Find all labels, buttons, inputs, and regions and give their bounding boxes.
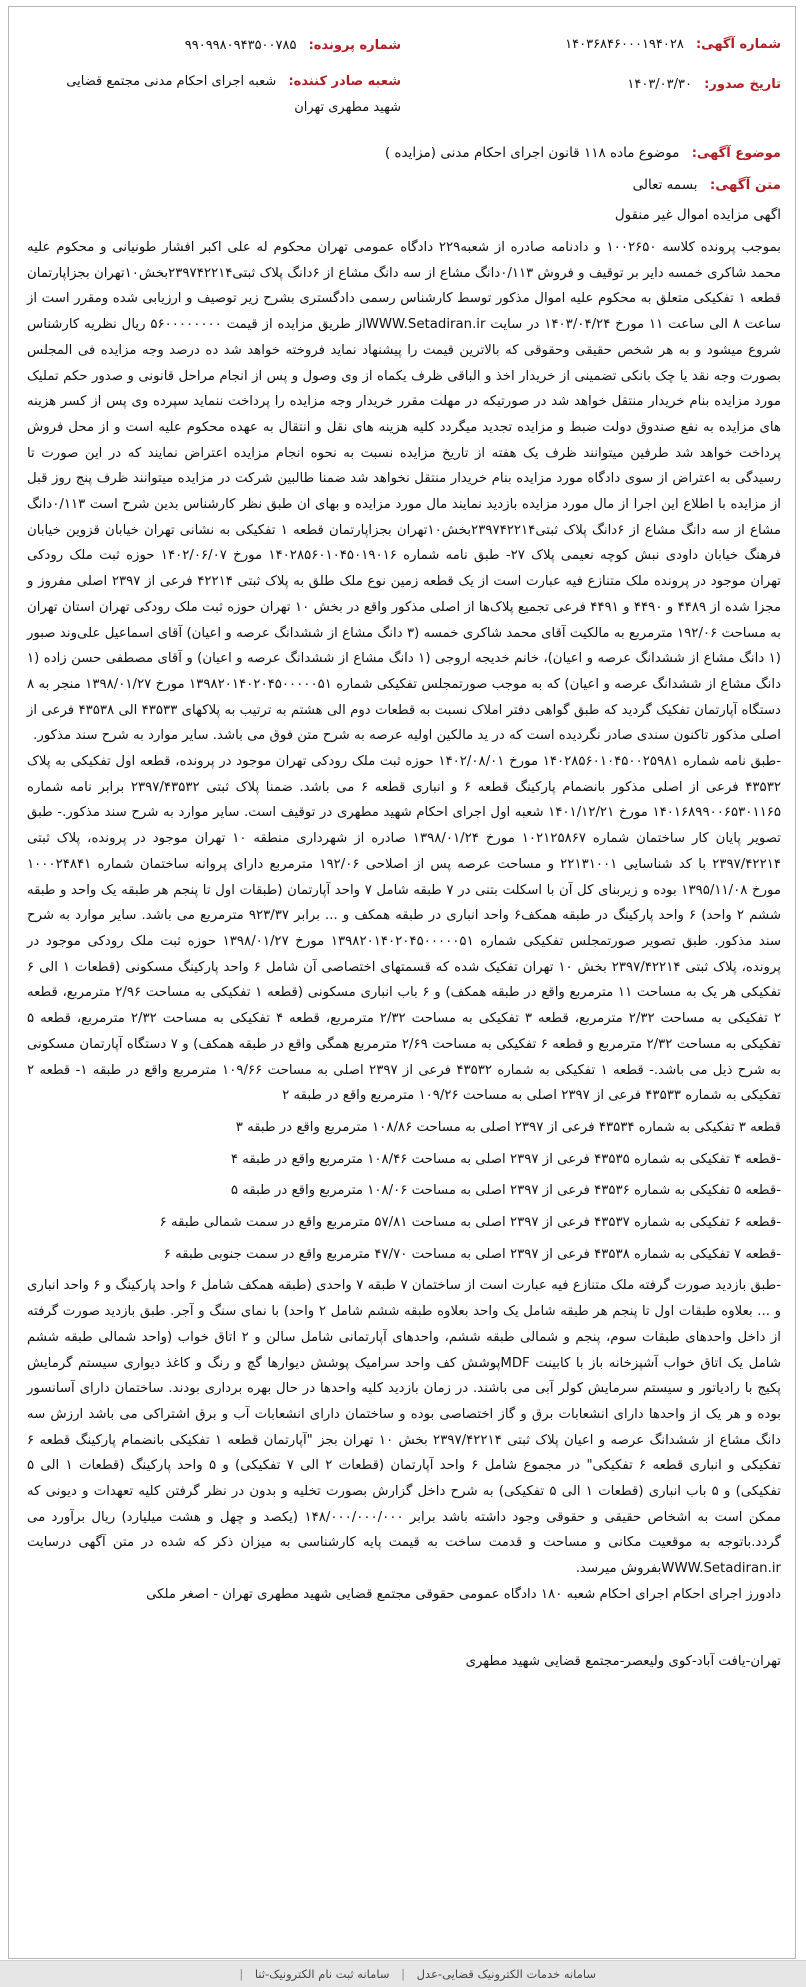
issuer-value: شعبه اجرای احکام مدنی مجتمع قضایی شهید مطهری تهران <box>66 74 401 115</box>
ad-number-label: شماره آگهی: <box>695 37 781 52</box>
meta-row-bottom <box>27 71 781 115</box>
issuer-label: شعبه صادر کننده: <box>288 74 401 89</box>
case-number-value: ۹۹۰۹۹۸۰۹۴۳۵۰۰۷۸۵ <box>184 38 297 53</box>
footer-bar <box>0 1960 806 1987</box>
unit-item: -قطعه ۵ تفکیکی به شماره ۴۳۵۳۶ فرعی از ۲۳۹۷ اصلی به مساحت ۱۰۸/۰۶ مترمربع واقع در طبقه ۵ <box>230 1183 781 1199</box>
ad-text <box>27 177 781 193</box>
body-paragraph-1: بموجب پرونده کلاسه ۱۰۰۲۶۵۰ و دادنامه صادره از شعبه۲۲۹ دادگاه عمومی تهران محکوم له علی اکبر افشار طونیانی و محکوم علیه محمد شاکری خمسه دایر بر توقیف و فروش ۰/۱۱۳دانگ مشاع از سه دانگ مشاع از ۶دانگ پلاک ثبتی۲۳۹۷۴۲۲۱۴بخش۱۰تهران بجزاپارتمان قطعه ۱ تفکیکی متعلق به محکوم علیه اموال مذکور توسط کارشناس رسمی دادگستری بشرح زیر توصیف و ارزیابی شده ومقرر است از ساعت ۸ الی ساعت ۱۱ مورخ ۱۴۰۳/۰۴/۲۴ در سایت WWW.Setadiran.irاز طریق مزایده از قیمت ۵۶۰۰۰۰۰۰۰۰ ریال نظریه کارشناس شروع میشود و به هر شخص حقیقی وحقوقی که بالاترین قیمت را پیشنهاد نماید فروخته خواهد شد ده درصد وجه مزایده فی المجلس بصورت وجه نقد یا چک بانکی تضمینی از خریدار اخذ و الباقی ظرف یکماه از وی وصول و پس از انجام مراحل قانونی و صدور حکم تملیک مورد مزایده بنام خریدار منتقل خواهد شد در صورتیکه در مهلت مقرر خریدار وجه مزایده را پرداخت ننماید سپرده وی پس از کسر هزینه های مزایده به نفع صندوق دولت ضبط و مزایده تجدید میگردد کلیه هزینه های نقل و انتقال به عهده محکوم علیه است و از محل فروش پرداخت خواهد شد طرفین میتوانند ظرف یک هفته از تاریخ مزایده نسبت به نحوه انجام مزایده اعتراض نمایند که در این صورت تا رسیدگی به اعتراض از سوی دادگاه مورد مزایده بنام خریدار منتقل نخواهد شد ضمنا طالبین شرکت در مزایده میتوانند ظرف پنج روز قبل از مزایده با اطلاع این اجرا از مال مورد مزایده بازدید نمایند مال مورد مزایده و بهای ان طبق نظر کارشناس بدین شرح است ۰/۱۱۳دانگ مشاع از سه دانگ مشاع از ۶دانگ پلاک ثبتی۲۳۹۷۴۲۲۱۴بخش۱۰تهران بجزاپارتمان قطعه ۱ تفکیکی به نشانی تهران خیابان قزوین خیابان فرهنگ خیابان داودی نبش کوچه نعیمی پلاک ۲۷- طبق نامه شماره ۱۴۰۲۸۵۶۰۱۰۴۵۰۱۹۰۱۶ مورخ ۱۴۰۲/۰۶/۰۷ حوزه ثبت ملک رودکی تهران موجود در پرونده ملک متنازع فیه عبارت است از یک قطعه زمین نوع ملک طلق به پلاک ثبتی ۴۲۲۱۴ فرعی از ۲۳۹۷ اصلی مفروز و مجزا شده از ۴۴۸۹ و ۴۴۹۰ و ۴۴۹۱ فرعی تجمیع پلاک‌ها از اصلی مذکور واقع در بخش ۱۰ تهران حوزه ثبت ملک رودکی تهران استان تهران به مساحت ۱۹۲/۰۶ مترمربع به مالکیت آقای محمد شاکری خمسه (۳ دانگ مشاع از ششدانگ عرصه و اعیان) آقای اسماعیل علی‌وند صبور (۱ دانگ مشاع از ششدانگ عرصه و اعیان)، خانم خدیجه اروجی (۱ دانگ مشاع از ششدانگ عرصه و اعیان) و آقای مصطفی حسن زاده (۱ دانگ مشاع از ششدانگ عرصه و اعیان) که به موجب صورتمجلس تفکیکی شماره ۱۳۹۸۲۰۱۴۰۲۰۴۵۰۰۰۰۰۵۱ مورخ ۱۳۹۸/۰۱/۲۷ منجر به ۸ دستگاه آپارتمان تفکیک گردید که طبق گواهی دفتر املاک نسبت به قطعات دوم الی هشتم به ترتیب به پلاکهای ۴۳۵۳۳ الی ۴۳۵۳۸ فرعی از اصلی مذکور تاکنون سندی صادر نگردیده است که در ید مالکین اولیه عرصه به شرح متن فوق می باشد. سایر موارد به شرح سند مذکور. <box>27 240 782 744</box>
footer-link-adl[interactable]: سامانه خدمات الکترونیک قضایی-عدل <box>416 1967 596 1981</box>
ad-text-label: متن آگهی: <box>709 177 781 193</box>
footer-separator: | <box>239 1967 244 1981</box>
meta-row-top <box>27 37 781 71</box>
unit-item: -قطعه ۶ تفکیکی به شماره ۴۳۵۳۷ فرعی از ۲۳۹۷ اصلی به مساحت ۵۷/۸۱ مترمربع واقع در سمت شمالی طبقه ۶ <box>159 1215 781 1231</box>
subject <box>27 145 781 161</box>
ad-number-value: ۱۴۰۳۶۸۴۶۰۰۰۱۹۴۰۲۸ <box>565 37 684 52</box>
address: تهران-یافت آباد-کوی ولیعصر-مجتمع قضایی شهید مطهری <box>465 1653 781 1669</box>
issuer <box>41 69 401 121</box>
ad-text-value: بسمه تعالی <box>632 177 698 193</box>
case-number <box>41 37 401 54</box>
subject-label: موضوع آگهی: <box>691 146 781 161</box>
notice-body <box>27 235 781 1608</box>
notice-title: اگهی مزایده اموال غیر منقول <box>614 207 781 223</box>
case-number-label: شماره پرونده: <box>308 38 401 53</box>
notice-document <box>8 6 796 1959</box>
unit-item: قطعه ۳ تفکیکی به شماره ۴۳۵۳۴ فرعی از ۲۳۹۷ اصلی به مساحت ۱۰۸/۸۶ مترمربع واقع در طبقه ۳ <box>235 1119 781 1135</box>
unit-item: -قطعه ۴ تفکیکی به شماره ۴۳۵۳۵ فرعی از ۲۳۹۷ اصلی به مساحت ۱۰۸/۴۶ مترمربع واقع در طبقه ۴ <box>230 1151 781 1167</box>
footer-link-sana[interactable]: سامانه ثبت نام الکترونیک-ثنا <box>254 1967 390 1981</box>
body-paragraph-3: -طبق بازدید صورت گرفته ملک متنازع فیه عبارت است از ساختمان ۷ طبقه ۷ واحدی (طبقه همکف شامل ۶ واحد پارکینگ و ۶ واحد انباری و ... بعلاوه طبقات اول تا پنجم هر طبقه شامل یک واحد بعلاوه طبقه ششم شامل ۲ واحد) با نمای سنگ و آجر. طبق بازدید صورت گرفته از داخل واحدهای طبقات سوم، پنجم و شمالی طبقه ششم، واحدهای آپارتمانی شامل سالن و ۲ اتاق خواب (واحد شمالی طبقه ششم شامل یک اتاق خواب آشپزخانه باز با کابینت MDFپوشش کف واحد سرامیک پوشش دیوارها گچ و رنگ و کاغذ دیواری سیستم گرمایش پکیج با رادیاتور و سیستم سرمایش کولر آبی می باشند. در زمان بازدید کلیه واحدها در حال بهره برداری بودند. ساختمان دارای آسانسور بوده و هر یک از واحدها دارای انشعابات برق و گاز اختصاصی بوده و ساختمان دارای انشعابات آب و برق اشتراکی می باشد ارزش سه دانگ مشاع از ششدانگ عرصه و اعیان پلاک ثبتی ۲۳۹۷/۴۲۲۱۴ بخش ۱۰ تهران بجز "آپارتمان قطعه ۱ تفکیکی بانضمام پارکینگ قطعه ۶ تفکیکی و انباری قطعه ۶ تفکیکی" در مجموع شامل ۶ واحد آپارتمان (قطعات ۲ الی ۷ تفکیکی) و ۵ واحد پارکینگ (قطعات ۱ الی ۵ تفکیکی) و ۵ باب انباری (قطعات ۱ الی ۵ تفکیکی) به شرح داخل گزارش بصورت تخلیه و بدون در نظر گرفتن کلیه تعهدات و دیونی که ممکن است به اشخاص حقیقی و حقوقی وجود داشته باشد برابر ۱۴۸/۰۰۰/۰۰۰/۰۰۰ (یکصد و چهل و هشت میلیارد) ریال برآورد می گردد.باتوجه به موقعیت مکانی و مساحت و قدمت ساخت به قیمت پایه کارشناسی به میزان ذکر که شده در متن آگهی درسایت WWW.Setadiran.irبفروش میرسد. <box>27 1278 782 1577</box>
issue-date <box>627 77 781 92</box>
footer-separator: | <box>401 1967 406 1981</box>
subject-value: موضوع ماده ۱۱۸ قانون اجرای احکام مدنی (مزایده ) <box>384 145 680 161</box>
issue-date-value: ۱۴۰۳/۰۳/۳۰ <box>627 77 692 92</box>
issue-date-label: تاریخ صدور: <box>704 77 781 92</box>
ad-number <box>565 37 781 52</box>
body-paragraph-2: -طبق نامه شماره ۱۴۰۲۸۵۶۰۱۰۴۵۰۰۲۵۹۸۱ مورخ ۱۴۰۲/۰۸/۰۱ حوزه ثبت ملک رودکی تهران موجود در پرونده، قطعه اول تفکیکی به پلاک ۴۳۵۳۲ فرعی از اصلی مذکور بانضمام پارکینگ قطعه ۶ و انباری قطعه ۶ می باشد. ضمنا پلاک ثبتی ۲۳۹۷/۴۳۵۳۲ برابر نامه شماره ۱۴۰۱۶۸۹۹۰۰۶۵۳۰۱۱۶۵ مورخ ۱۴۰۱/۱۲/۲۱ شعبه اول اجرای احکام شهید مطهری در توقیف است. سایر موارد به شرح سند مذکور.- طبق تصویر پایان کار ساختمان شماره ۱۰۲۱۲۵۸۶۷ مورخ ۱۳۹۸/۰۱/۲۴ صادره از شهرداری منطقه ۱۰ تهران موجود در پرونده، پلاک ثبتی ۲۳۹۷/۴۲۲۱۴ با کد شناسایی ۲۲۱۳۱۰۰۱ و مساحت عرصه پس از اصلاحی ۱۹۲/۰۶ مترمربع دارای پروانه ساختمان شماره ۱۰۰۰۲۴۸۴۱ مورخ ۱۳۹۵/۱۱/۰۸ بوده و زیربنای کل آن با اسکلت بتنی در ۷ طبقه شامل ۷ واحد آپارتمان (طبقات اول تا پنجم هر طبقه یک واحد و طبقه ششم ۲ واحد) ۶ واحد پارکینگ در طبقه همکف۶ واحد انباری در طبقه همکف و ... برابر ۹۲۳/۳۷ مترمربع می باشد. سایر موارد به شرح سند مذکور. طبق تصویر صورتمجلس تفکیکی شماره ۱۳۹۸۲۰۱۴۰۲۰۴۵۰۰۰۰۰۵۱ مورخ ۱۳۹۸/۰۱/۲۷ حوزه ثبت ملک رودکی موجود در پرونده، پلاک ثبتی ۲۳۹۷/۴۲۲۱۴ بخش ۱۰ تهران تفکیک شده که قسمتهای اختصاصی آن شامل ۶ واحد پارکینگ مسکونی (قطعات ۱ الی ۶ تفکیکی هر یک به مساحت ۱۱ مترمربع واقع در طبقه همکف) و ۶ باب انباری مسکونی (قطعه ۱ تفکیکی به مساحت ۲/۹۶ مترمربع، قطعه ۲ تفکیکی به مساحت ۲/۳۲ مترمربع، قطعه ۳ تفکیکی به مساحت ۲/۳۲ مترمربع، قطعه ۴ تفکیکی به مساحت ۲/۳۲ مترمربع، قطعه ۵ تفکیکی به مساحت ۲/۳۲ مترمربع و قطعه ۶ تفکیکی به مساحت ۲/۶۹ مترمربع همگی واقع در طبقه همکف) و ۷ دستگاه آپارتمان مسکونی به شرح ذیل می باشد.- قطعه ۱ تفکیکی به شماره ۴۳۵۳۲ فرعی از ۲۳۹۷ اصلی به مساحت ۱۰۹/۶۶ مترمربع واقع در طبقه ۱- قطعه ۲ تفکیکی به شماره ۴۳۵۳۳ فرعی از ۲۳۹۷ اصلی به مساحت ۱۰۹/۲۶ مترمربع واقع در طبقه ۲ <box>27 754 782 1104</box>
unit-item: -قطعه ۷ تفکیکی به شماره ۴۳۵۳۸ فرعی از ۲۳۹۷ اصلی به مساحت ۴۷/۷۰ مترمربع واقع در سمت جنوبی طبقه ۶ <box>163 1246 781 1262</box>
signature: دادورز اجرای احکام اجرای احکام شعبه ۱۸۰ دادگاه عمومی حقوقی مجتمع قضایی شهید مطهری تهران - اصغر ملکی <box>146 1586 781 1602</box>
